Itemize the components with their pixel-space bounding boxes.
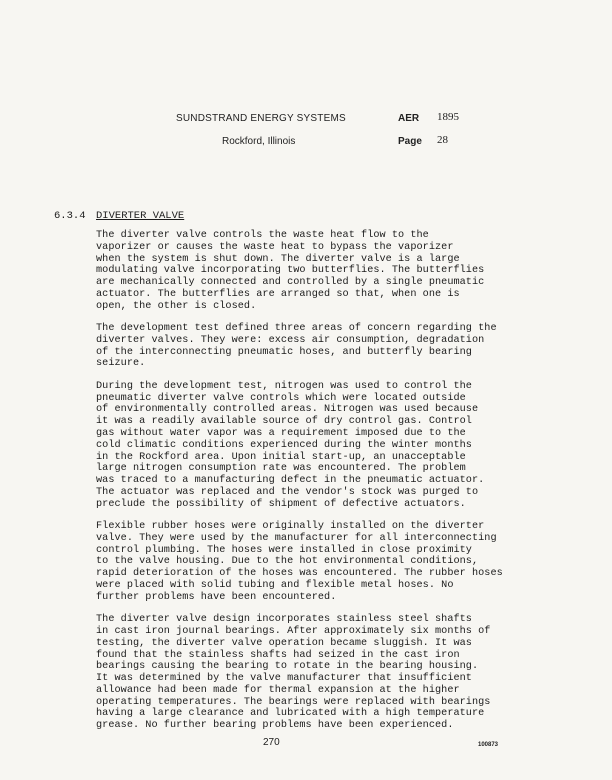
paragraph-line: when the system is shut down. The diverter valve is a large: [96, 253, 460, 265]
paragraph-line: valve. They were used by the manufacturer for all interconnecting: [96, 532, 497, 544]
paragraph-line: grease. No further bearing problems have been experienced.: [96, 720, 454, 732]
paragraph-line: During the development test, nitrogen was used to control the: [96, 380, 472, 392]
paragraph-line: vaporizer or causes the waste heat to bypass the vaporizer: [96, 241, 454, 253]
footer-page-number: 270: [263, 737, 280, 748]
paragraph-line: Flexible rubber hoses were originally installed on the diverter: [96, 521, 485, 533]
paragraph-line: of the interconnecting pneumatic hoses, and butterfly bearing: [96, 346, 472, 358]
paragraph-line: it was a readily available source of dry control gas. Control: [96, 416, 472, 428]
paragraph-line: The diverter valve controls the waste heat flow to the: [96, 230, 429, 241]
paragraph-line: of environmentally controlled areas. Nitrogen was used because: [96, 404, 479, 416]
paragraph: [96, 230, 506, 313]
paragraph-line: further problems have been encountered.: [96, 591, 337, 603]
paragraph-line: to the valve housing. Due to the hot environmental conditions,: [96, 556, 479, 568]
paragraph-line: large nitrogen consumption rate was encountered. The problem: [96, 463, 466, 475]
paragraph-line: open, the other is closed.: [96, 300, 257, 312]
paragraph-line: cold climatic conditions experienced during the winter months: [96, 439, 472, 451]
paragraph: [96, 381, 506, 511]
page-number-header: 28: [437, 134, 448, 146]
paragraph-line: preclude the possibility of shipment of defective actuators.: [96, 498, 466, 510]
paragraph-line: bearings causing the bearing to rotate in the bearing housing.: [96, 661, 479, 673]
section-title: DIVERTER VALVE: [96, 210, 185, 222]
paragraph-line: control plumbing. The hoses were installed in close proximity: [96, 544, 472, 556]
section-number: 6.3.4: [54, 210, 86, 222]
paragraph: [96, 323, 506, 370]
paragraph-line: It was determined by the valve manufacturer that insufficient: [96, 673, 472, 685]
paragraph-line: in the Rockford area. Upon initial start-up, an unacceptable: [96, 451, 466, 463]
paragraph-line: was traced to a manufacturing defect in the pneumatic actuator.: [96, 475, 485, 487]
section-body: [96, 230, 506, 743]
paragraph-line: having a large clearance and lubricated with a high temperature: [96, 708, 485, 720]
paragraph-line: The development test defined three areas of concern regarding the: [96, 323, 497, 335]
paragraph-line: gas without water vapor was a requirement imposed due to the: [96, 427, 466, 439]
page-label: Page: [398, 136, 422, 147]
paragraph-line: The actuator was replaced and the vendor's stock was purged to: [96, 486, 479, 498]
paragraph-line: operating temperatures. The bearings were replaced with bearings: [96, 696, 491, 708]
company-city: Rockford, Illinois: [222, 136, 296, 147]
paragraph-line: found that the stainless shafts had seized in the cast iron: [96, 649, 460, 661]
paragraph-line: are mechanically connected and controlled by a single pneumatic: [96, 277, 485, 289]
paragraph: [96, 614, 506, 732]
paragraph-line: pneumatic diverter valve controls which were located outside: [96, 392, 466, 404]
company-name: SUNDSTRAND ENERGY SYSTEMS: [176, 113, 346, 124]
paragraph-line: testing, the diverter valve operation became sluggish. It was: [96, 637, 472, 649]
footer-document-code: 100873: [478, 742, 499, 748]
paragraph-line: allowance had been made for thermal expansion at the higher: [96, 684, 460, 696]
aer-number: 1895: [437, 111, 459, 123]
aer-label: AER: [398, 113, 420, 124]
paragraph-line: modulating valve incorporating two butterflies. The butterflies: [96, 265, 485, 277]
paragraph-line: The diverter valve design incorporates stainless steel shafts: [96, 614, 472, 626]
paragraph-line: were placed with solid tubing and flexible metal hoses. No: [96, 580, 454, 592]
paragraph-line: in cast iron journal bearings. After approximately six months of: [96, 625, 491, 637]
paragraph-line: actuator. The butterflies are arranged so that, when one is: [96, 288, 460, 300]
paragraph: [96, 521, 506, 604]
paragraph-line: diverter valves. They were: excess air consumption, degradation: [96, 334, 485, 346]
paragraph-line: rapid deterioration of the hoses was encountered. The rubber hoses: [96, 568, 503, 580]
paragraph-line: seizure.: [96, 358, 146, 370]
